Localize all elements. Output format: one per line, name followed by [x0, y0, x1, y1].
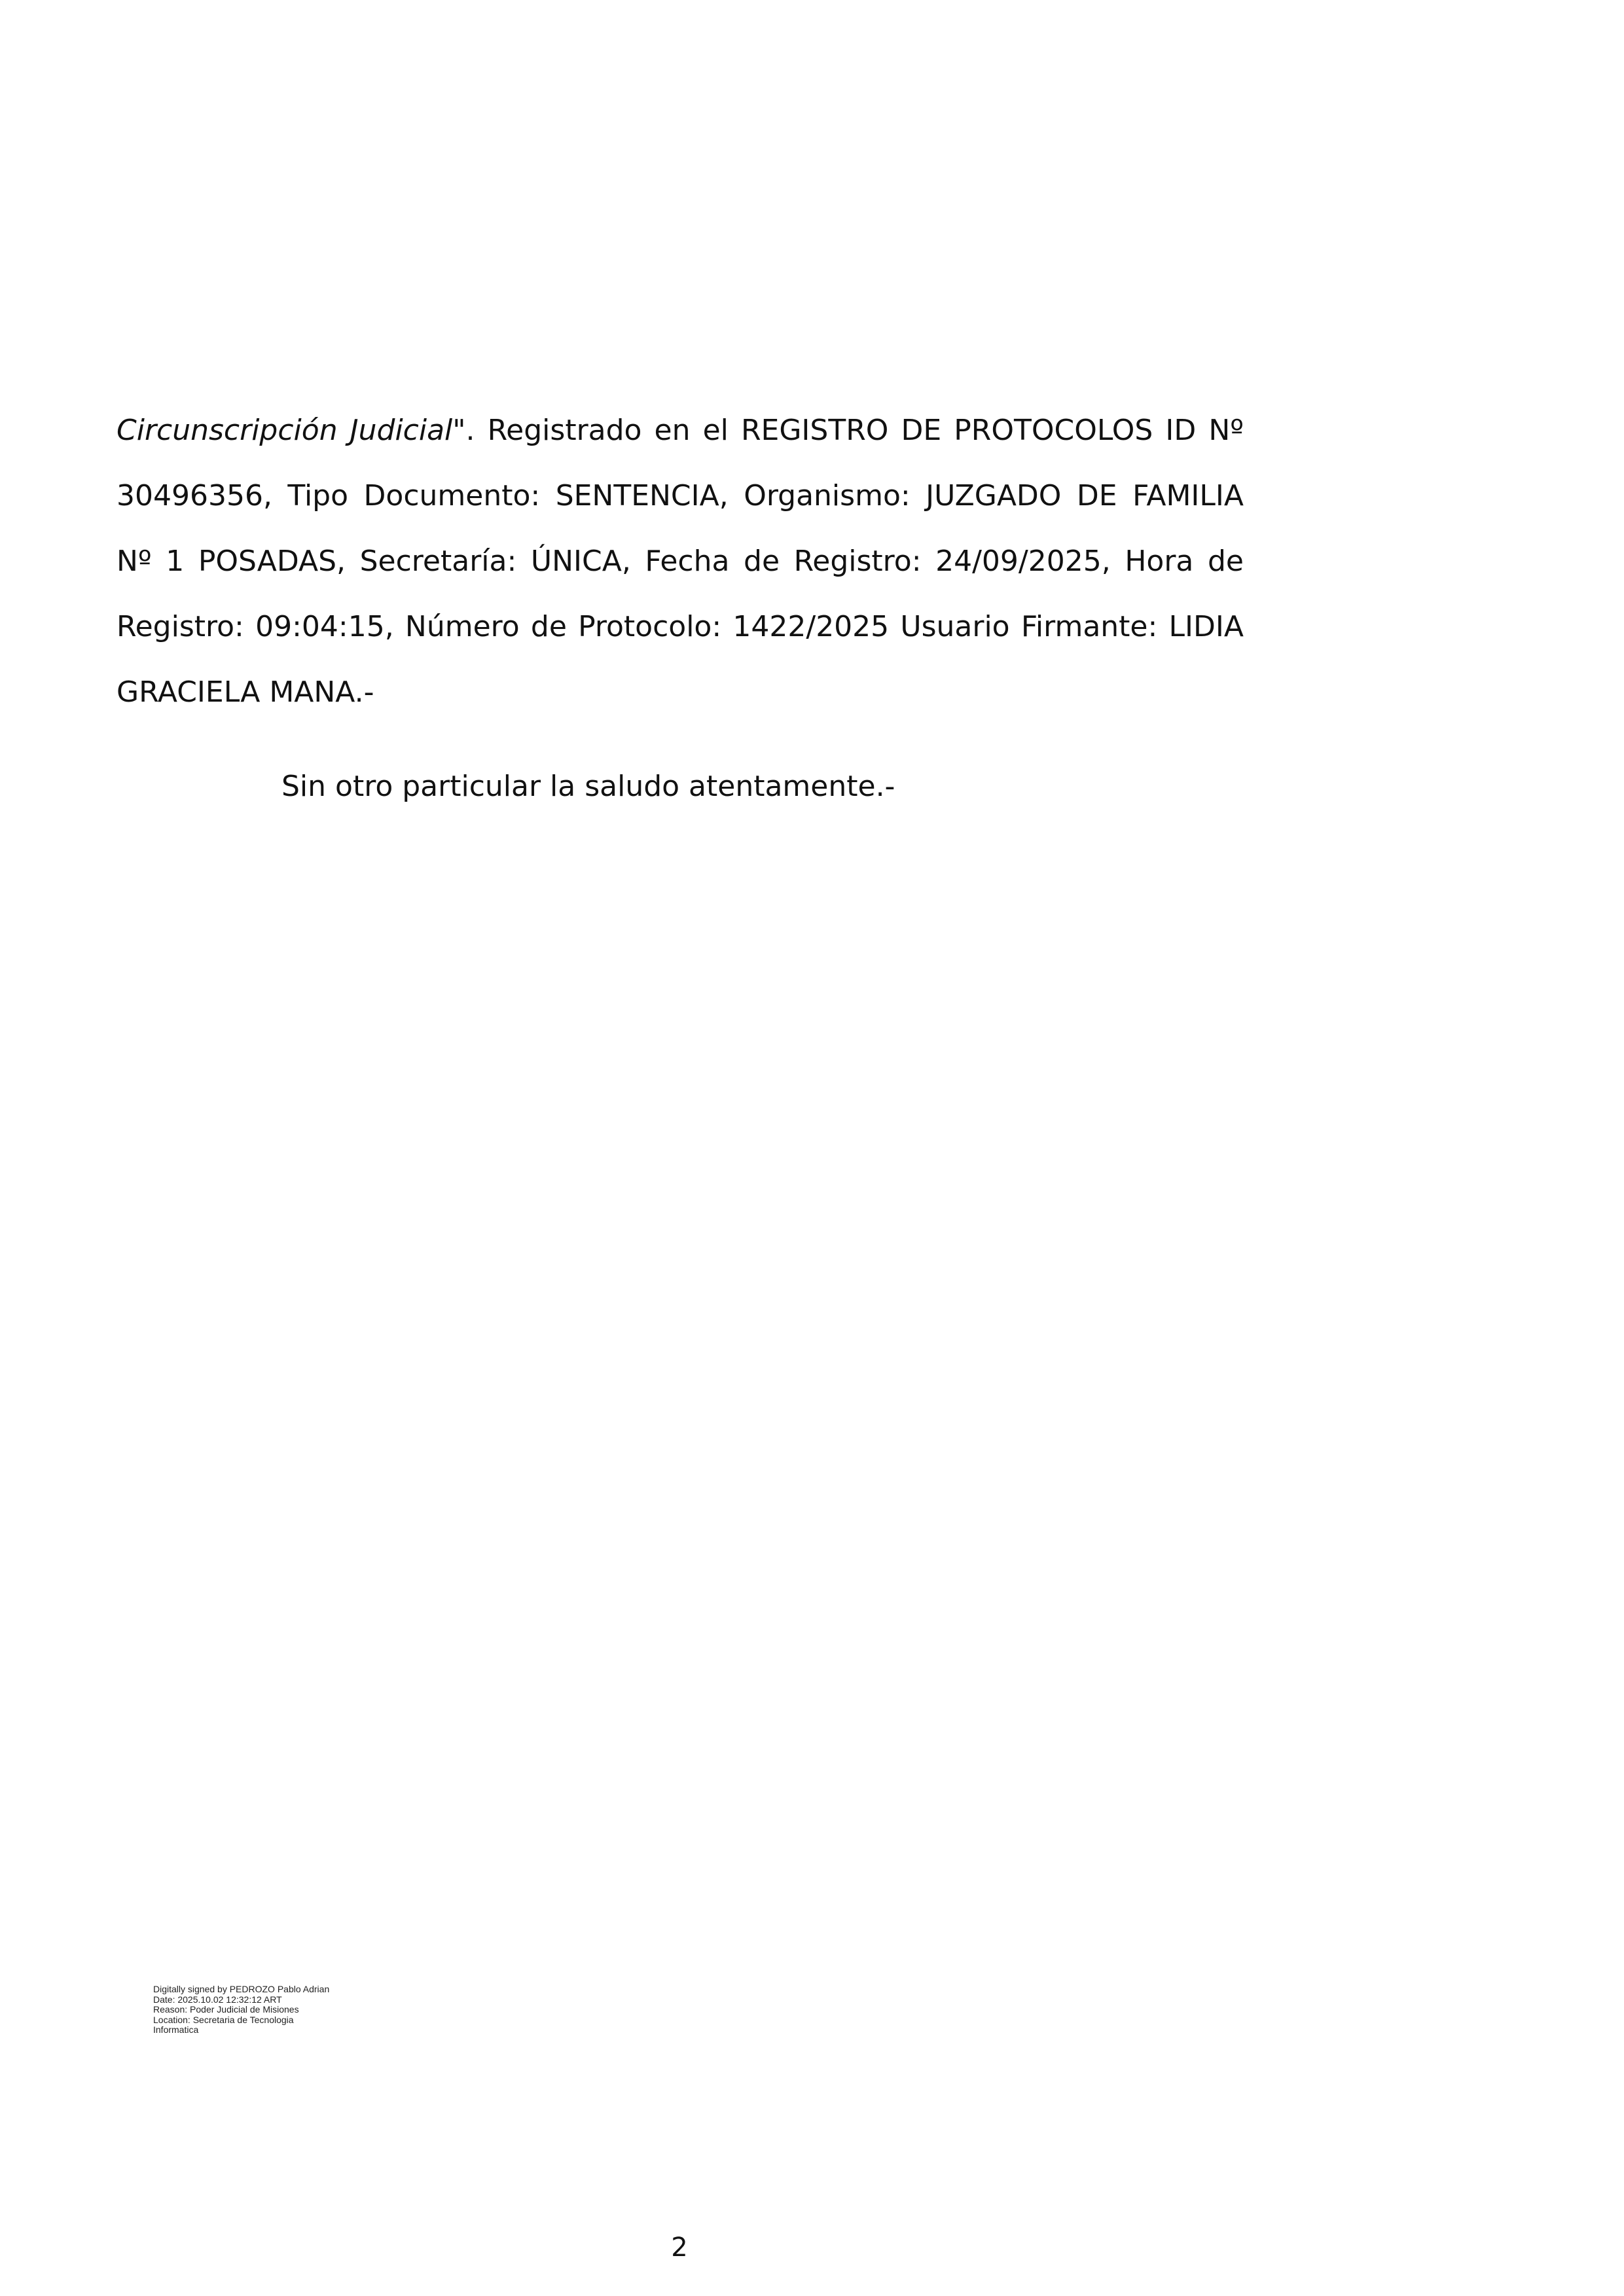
- signature-date: Date: 2025.10.02 12:32:12 ART: [153, 1994, 282, 2005]
- paragraph-text: ". Registrado en el REGISTRO DE PROTOCOLOS ID Nº 30496356, Tipo Documento: SENTENCIA, Organismo: JUZGADO DE FAMILIA Nº 1 POSADAS, Secretaría: ÚNICA, Fecha de Registro: 24/09/2025, Hora de Registro: 09:04:15, Número de Protocolo: 1422/2025 Usuario Firmante: LIDIA GRACIELA MANA.-: [117, 414, 1244, 709]
- signature-reason: Reason: Poder Judicial de Misiones: [153, 2004, 299, 2015]
- signature-location: Location: Secretaria de Tecnologia: [153, 2014, 294, 2025]
- paragraph-italic-lead: Circunscripción Judicial: [117, 414, 453, 447]
- digital-signature-block: [153, 1984, 329, 2036]
- closing-line: Sin otro particular la saludo atentamente.-: [281, 770, 895, 803]
- body-paragraph: [117, 398, 1244, 725]
- signature-location-cont: Informatica: [153, 2024, 199, 2035]
- signature-signed-by: Digitally signed by PEDROZO Pablo Adrian: [153, 1984, 330, 1994]
- page-number: 2: [671, 2233, 688, 2263]
